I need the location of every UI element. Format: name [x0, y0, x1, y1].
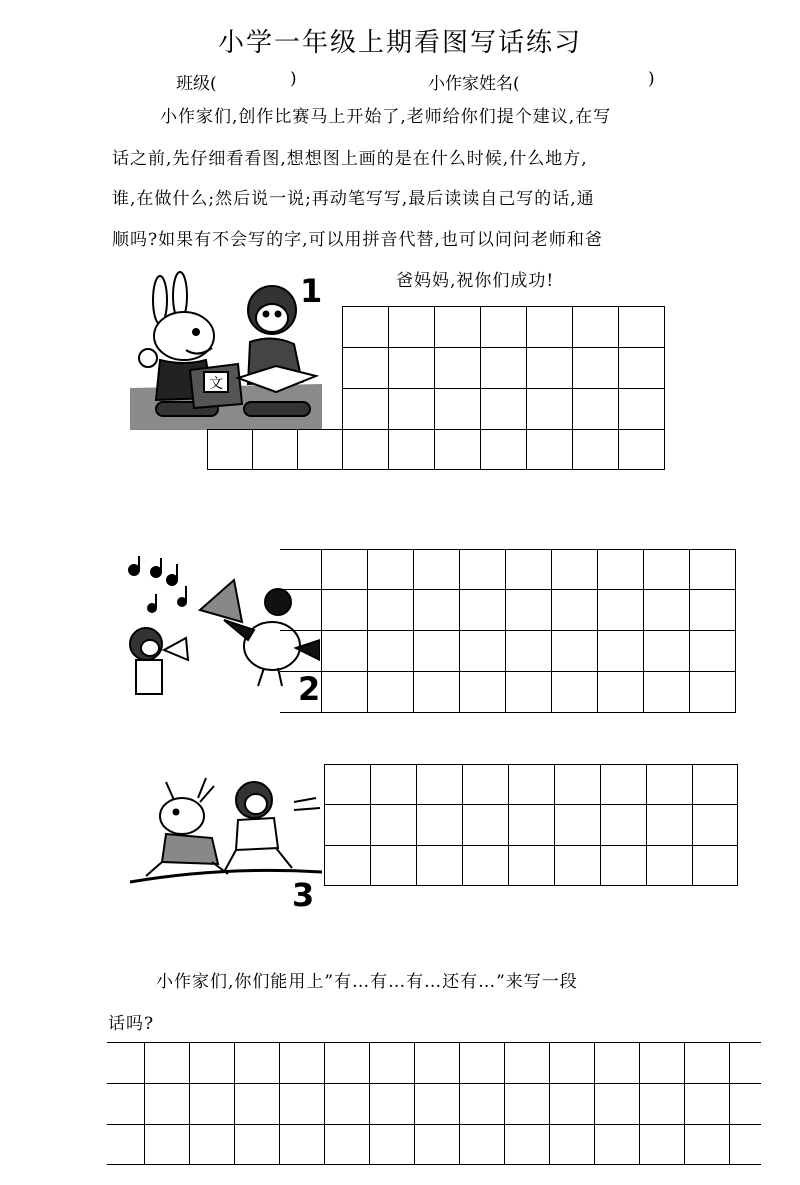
- book-with-character: [190, 364, 242, 408]
- writing-grid-3[interactable]: [324, 764, 738, 886]
- writing-grid-2[interactable]: [280, 549, 736, 713]
- intro-line-5: 爸妈妈,祝你们成功!: [396, 271, 555, 291]
- class-label: 班级(: [176, 74, 217, 94]
- page-title: 小学一年级上期看图写话练习: [217, 28, 582, 58]
- class-close: ): [290, 69, 297, 89]
- author-name-label: 小作家姓名(: [428, 74, 520, 94]
- rabbit-monkey-reading-picture: [126, 266, 326, 430]
- closing-line-1: 小作家们,你们能用上”有…有…有…还有…”来写一段: [156, 972, 578, 992]
- music-notes-icon: [129, 556, 186, 612]
- megaphone-icon: [200, 580, 242, 622]
- writing-grid-4[interactable]: [107, 1042, 761, 1165]
- monkey-figure: [130, 628, 188, 694]
- intro-line-2: 话之前,先仔细看看图,想想图上画的是在什么时候,什么地方,: [112, 149, 588, 169]
- deer-monkey-running-picture: [126, 772, 322, 892]
- intro-line-3: 谁,在做什么;然后说一说;再动笔写写,最后读读自己写的话,通: [112, 189, 595, 209]
- monkey-figure: [224, 782, 320, 872]
- writing-grid-1-upper[interactable]: [342, 306, 665, 430]
- intro-line-4: 顺吗?如果有不会写的字,可以用拼音代替,也可以问问老师和爸: [112, 230, 603, 250]
- picture-number-3: 3: [292, 876, 315, 914]
- picture-number-2: 2: [298, 670, 321, 708]
- book-char: 文: [209, 376, 223, 392]
- writing-grid-1-lower[interactable]: [207, 429, 665, 470]
- closing-line-2: 话吗?: [108, 1014, 155, 1034]
- deer-figure: [146, 778, 228, 876]
- author-name-close: ): [648, 69, 655, 89]
- intro-line-1: 小作家们,创作比赛马上开始了,老师给你们提个建议,在写: [160, 107, 612, 127]
- picture-number-1: 1: [300, 272, 323, 310]
